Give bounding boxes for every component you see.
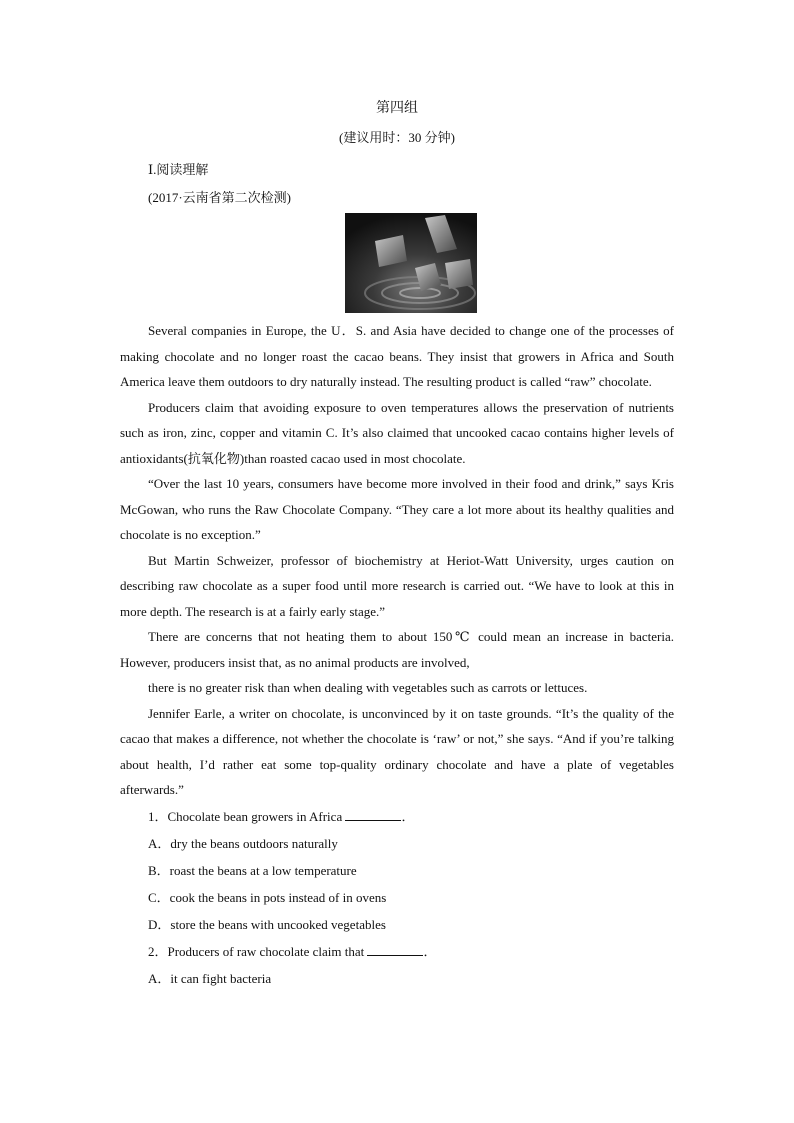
option-d: D．store the beans with uncooked vegetables xyxy=(148,916,386,932)
chocolate-photo-icon xyxy=(345,213,477,313)
question-stem: 1．Chocolate bean growers in Africa xyxy=(148,808,343,824)
answer-blank xyxy=(367,943,423,956)
page-title: 第四组 xyxy=(376,101,418,116)
paragraph: Several companies in Europe, the U．S. and Asia have decided to change one of the processes of making chocolate and no longer roast the cacao beans. They insist that growers in Africa and South America leave them outdoors to dry naturally instead. The resulting product is called “raw” chocolate. xyxy=(120,323,674,389)
paragraph: There are concerns that not heating them to about 150℃ could mean an increase in bacteria. However, producers insist that, as no animal products are involved, xyxy=(120,629,674,670)
option-c: C．cook the beans in pots instead of in ovens xyxy=(148,889,387,905)
paragraph: But Martin Schweizer, professor of biochemistry at Heriot-Watt University, urges caution on describing raw chocolate as a super food until more research is carried out. “We have to look at this in more depth. The research is at a fairly early stage.” xyxy=(120,552,674,619)
question-1 xyxy=(148,803,674,830)
question-end: ． xyxy=(423,943,437,959)
option-a: A．dry the beans outdoors naturally xyxy=(148,835,338,851)
time-suggestion: (建议用时：30 分钟) xyxy=(339,130,455,145)
section-label: Ⅰ.阅读理解 xyxy=(148,162,209,177)
paragraph: there is no greater risk than when dealing with vegetables such as carrots or lettuces. xyxy=(148,680,588,695)
question-end: ． xyxy=(401,808,415,824)
option-b: B．roast the beans at a low temperature xyxy=(148,862,357,878)
answer-blank xyxy=(345,808,401,821)
question-stem: 2．Producers of raw chocolate claim that xyxy=(148,943,365,959)
paragraph: Producers claim that avoiding exposure to oven temperatures allows the preservation of nutrients such as iron, zinc, copper and vitamin C. It’s also claimed that uncooked cacao contains higher levels of antioxidants(抗氧化物)than roasted cacao used in most chocolate. xyxy=(120,399,674,466)
paragraph: “Over the last 10 years, consumers have become more involved in their food and drink,” says Kris McGowan, who runs the Raw Chocolate Company. “They care a lot more about its healthy qualities and chocolate is no exception.” xyxy=(120,476,674,542)
question-2 xyxy=(148,938,674,965)
passage-and-questions xyxy=(120,318,674,992)
option-a: A．it can fight bacteria xyxy=(148,970,272,986)
paragraph: Jennifer Earle, a writer on chocolate, is unconvinced by it on taste grounds. “It’s the quality of the cacao that makes a difference, not whether the chocolate is ‘raw’ or not,” she says. “And if you’re talking about health, I’d rather eat some top-quality ordinary chocolate and have a plate of vegetables afterwards.” xyxy=(120,705,674,797)
source-citation: (2017·云南省第二次检测) xyxy=(148,190,291,205)
